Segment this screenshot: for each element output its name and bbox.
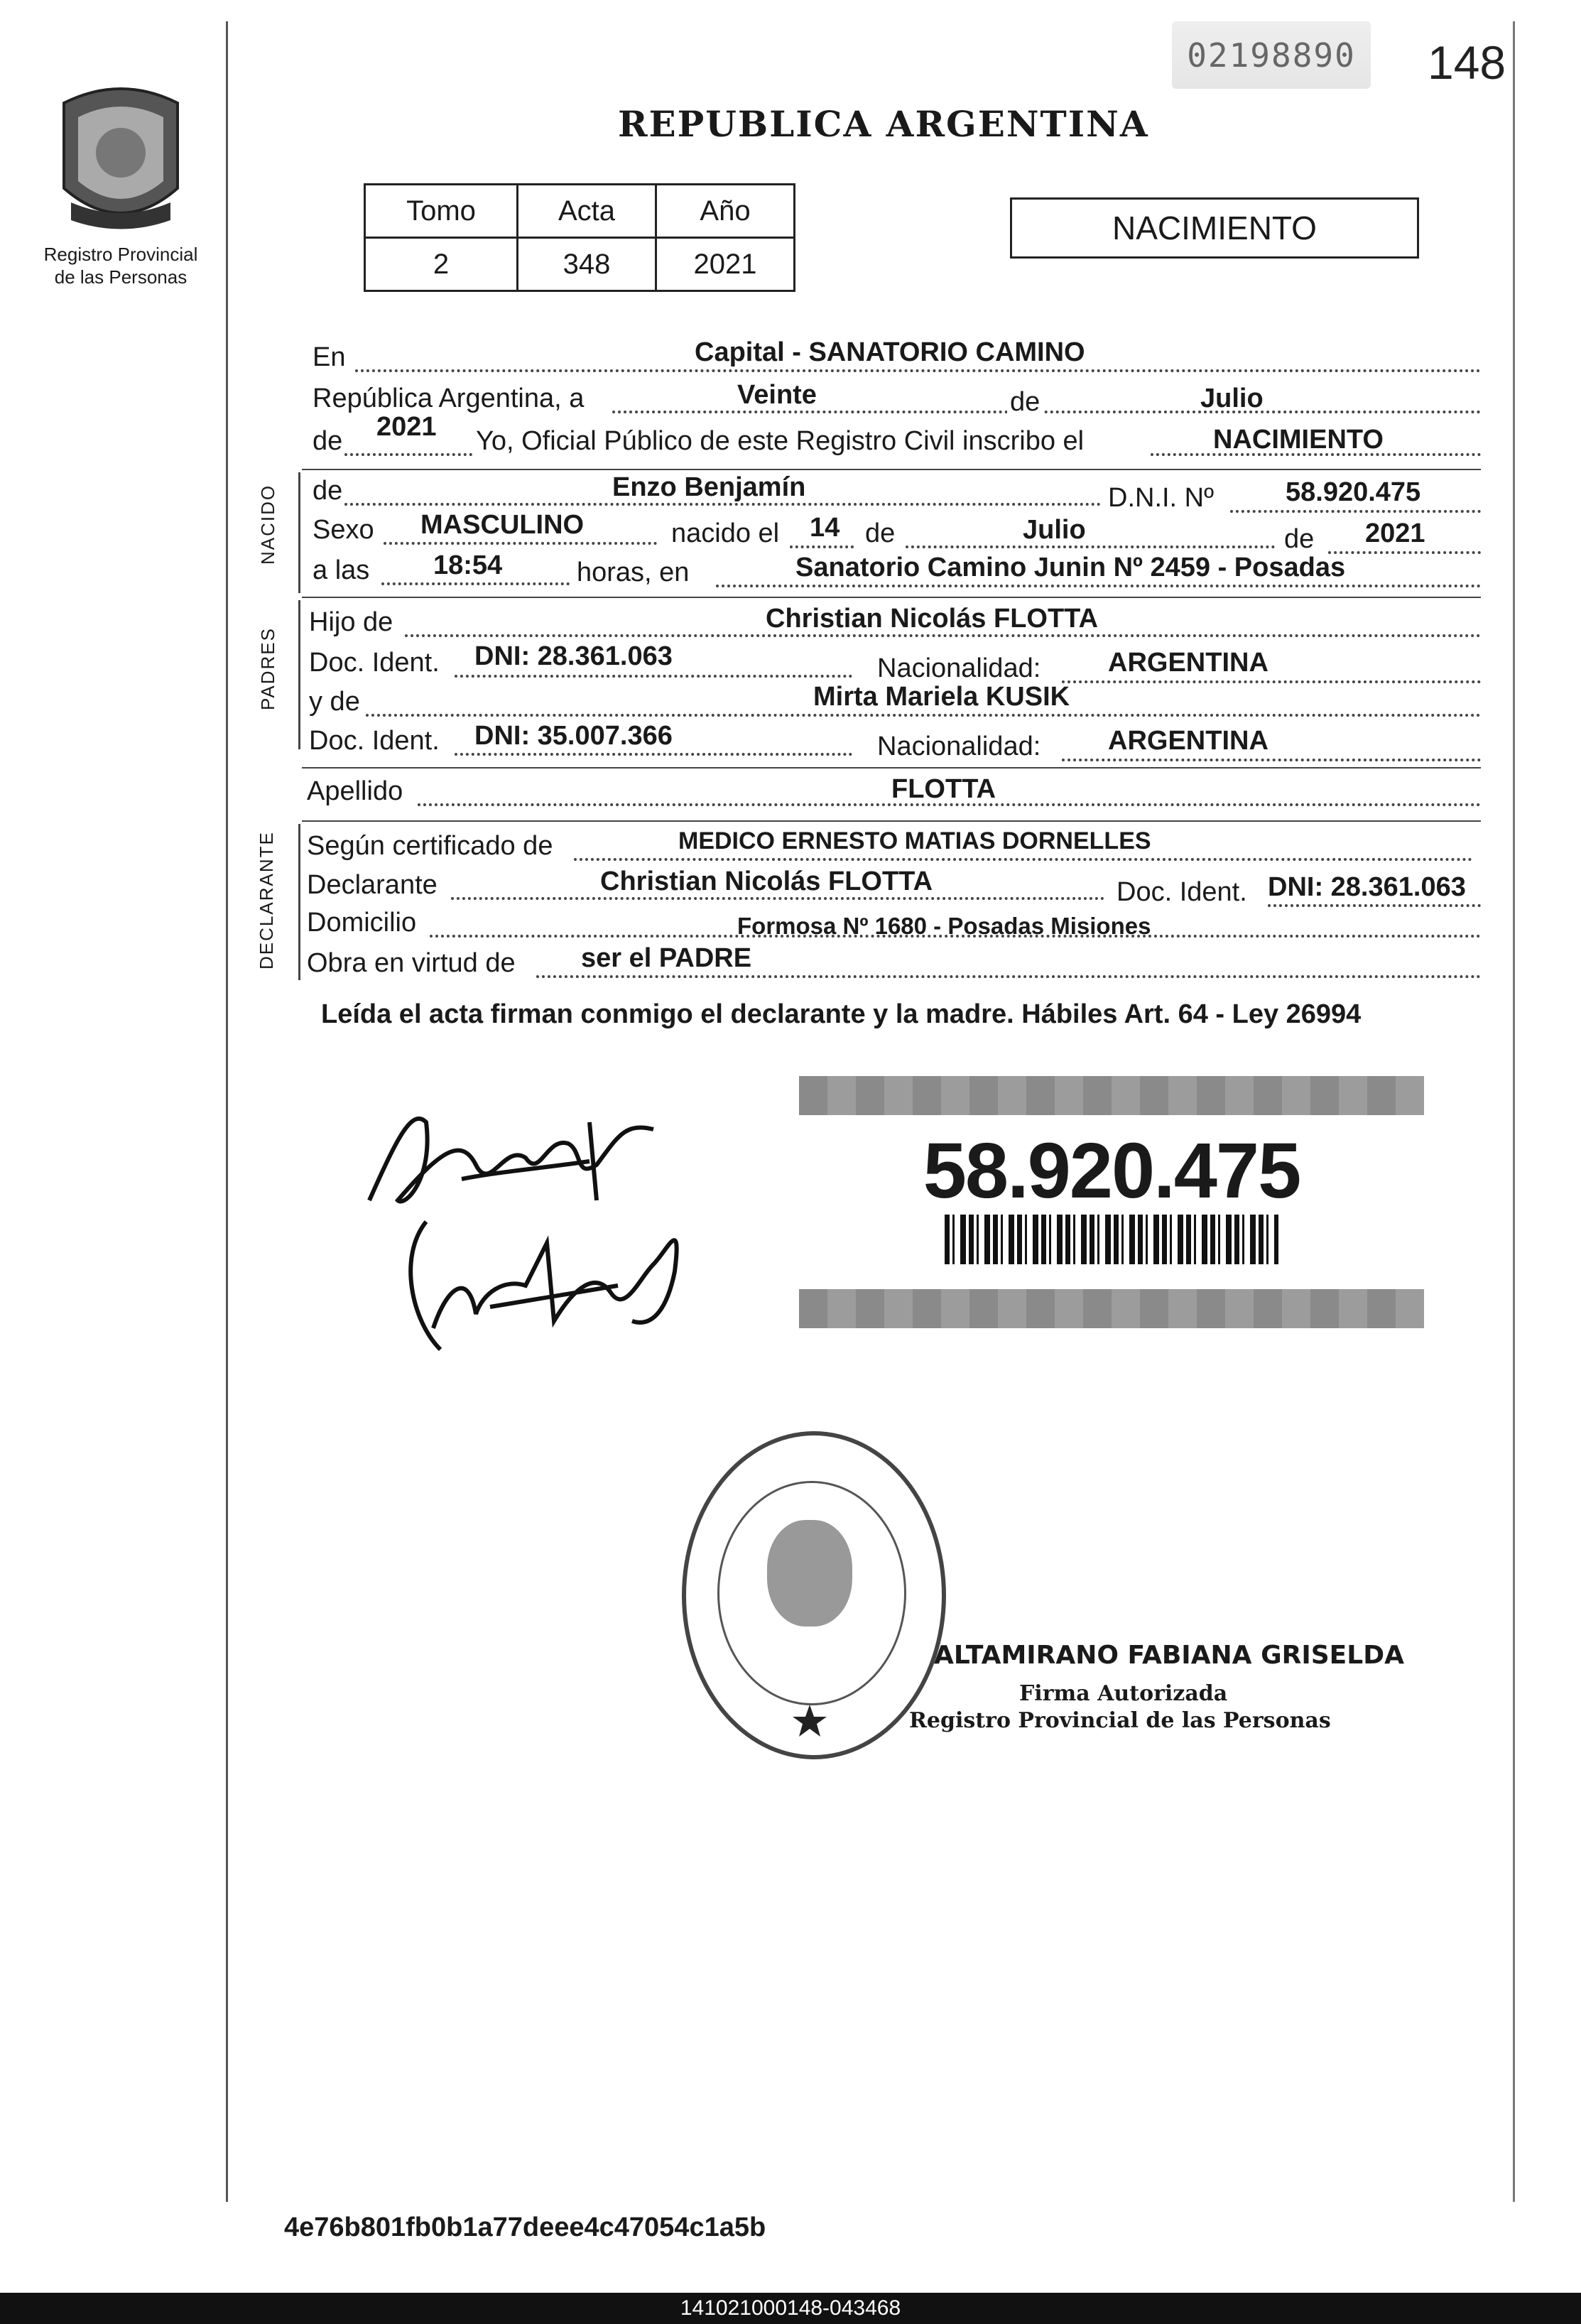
declarant-virtue: ser el PADRE bbox=[581, 943, 752, 973]
mother-doc: DNI: 35.007.366 bbox=[474, 721, 673, 751]
mother-signature bbox=[384, 1200, 696, 1364]
dotted-line bbox=[790, 545, 854, 548]
dotted-line bbox=[906, 545, 1275, 548]
inscribo-label: Yo, Oficial Público de este Registro Civil inscribo el bbox=[476, 426, 1085, 456]
dni-panel-top-band bbox=[799, 1076, 1424, 1115]
ref-value-acta: 348 bbox=[518, 238, 656, 291]
born-place: Sanatorio Camino Junin Nº 2459 - Posadas bbox=[795, 553, 1346, 582]
mother-doc-label: Doc. Ident. bbox=[309, 726, 440, 756]
born-dni: 58.920.475 bbox=[1286, 477, 1421, 507]
intro-place: Capital - SANATORIO CAMINO bbox=[695, 337, 1085, 367]
sex-label: Sexo bbox=[313, 515, 374, 545]
dotted-line bbox=[355, 369, 1481, 372]
ref-header-tomo: Tomo bbox=[365, 185, 518, 238]
authority-office: Registro Provincial de las Personas bbox=[909, 1708, 1331, 1733]
dotted-line bbox=[1062, 680, 1481, 683]
born-on-label: nacido el bbox=[671, 518, 780, 548]
dotted-line bbox=[612, 411, 1481, 413]
footer-code: 141021000148-043468 bbox=[0, 2293, 1581, 2324]
dotted-line bbox=[344, 453, 472, 456]
born-de2-label: de bbox=[865, 518, 896, 548]
section-separator bbox=[302, 820, 1481, 822]
intro-year: 2021 bbox=[376, 412, 437, 442]
surname-label: Apellido bbox=[307, 776, 403, 806]
declarant-address: Formosa Nº 1680 - Posadas Misiones bbox=[737, 913, 1151, 939]
dotted-line bbox=[536, 975, 1481, 978]
stamp-star-icon bbox=[682, 1431, 938, 1751]
registry-caption-line1: Registro Provincial bbox=[43, 244, 198, 265]
born-month: Julio bbox=[1023, 515, 1086, 545]
dni-barcode bbox=[945, 1215, 1278, 1264]
dni-panel-bottom-band bbox=[799, 1289, 1424, 1328]
section-separator bbox=[302, 767, 1481, 769]
document-hash: 4e76b801fb0b1a77deee4c47054c1a5b bbox=[284, 2212, 766, 2242]
declarant-name: Christian Nicolás FLOTTA bbox=[600, 867, 933, 896]
born-de-label: de bbox=[313, 476, 343, 506]
section-separator bbox=[302, 469, 1481, 470]
dotted-line bbox=[451, 897, 1104, 900]
surname-value: FLOTTA bbox=[891, 774, 996, 804]
section-label-born: NACIDO bbox=[257, 484, 278, 565]
dotted-line bbox=[405, 634, 1481, 637]
dotted-line bbox=[344, 503, 1101, 506]
section-label-parents: PADRES bbox=[257, 627, 278, 710]
ref-header-acta: Acta bbox=[518, 185, 656, 238]
born-year: 2021 bbox=[1365, 518, 1425, 548]
dotted-line bbox=[716, 585, 1481, 587]
authority-name: ALTAMIRANO FABIANA GRISELDA bbox=[934, 1641, 1404, 1670]
dotted-line bbox=[1062, 759, 1481, 761]
address-label: Domicilio bbox=[307, 908, 417, 938]
authority-role: Firma Autorizada bbox=[1019, 1681, 1228, 1706]
section-separator bbox=[302, 597, 1481, 598]
dotted-line bbox=[1230, 510, 1481, 513]
cert-label: Según certificado de bbox=[307, 831, 553, 861]
section-bracket bbox=[298, 472, 300, 593]
ref-value-tomo: 2 bbox=[365, 238, 518, 291]
closing-note: Leída el acta firman conmigo el declarante y la madre. Hábiles Art. 64 - Ley 26994 bbox=[321, 999, 1362, 1029]
intro-month: Julio bbox=[1200, 384, 1264, 413]
father-nationality: ARGENTINA bbox=[1108, 648, 1268, 678]
dotted-line bbox=[1268, 904, 1481, 907]
intro-day: Veinte bbox=[737, 380, 817, 410]
dotted-line bbox=[455, 753, 852, 756]
dni-panel-number: 58.920.475 bbox=[923, 1127, 1300, 1215]
page-right-border bbox=[1513, 21, 1515, 2202]
virtue-label: Obra en virtud de bbox=[307, 948, 516, 978]
en-label: En bbox=[313, 342, 346, 372]
father-nat-label: Nacionalidad: bbox=[877, 653, 1041, 683]
section-label-declarant: DECLARANTE bbox=[256, 831, 277, 970]
page-number: 148 bbox=[1428, 36, 1506, 89]
dni-panel bbox=[799, 1076, 1424, 1332]
ref-value-anio: 2021 bbox=[656, 238, 795, 291]
mother-name: Mirta Mariela KUSIK bbox=[813, 682, 1070, 712]
act-type-box: NACIMIENTO bbox=[1010, 197, 1419, 259]
dotted-line bbox=[455, 675, 852, 678]
dni-label: D.N.I. Nº bbox=[1108, 483, 1214, 513]
mother-nat-label: Nacionalidad: bbox=[877, 732, 1041, 761]
reference-table bbox=[364, 183, 795, 292]
province-coat-of-arms bbox=[50, 82, 192, 238]
serial-number: 02198890 bbox=[1172, 21, 1371, 89]
father-doc-label: Doc. Ident. bbox=[309, 648, 440, 678]
born-name: Enzo Benjamín bbox=[612, 472, 806, 502]
document-title: REPUBLICA ARGENTINA bbox=[618, 103, 1149, 145]
born-de3-label: de bbox=[1284, 524, 1315, 554]
declarant-doc-label: Doc. Ident. bbox=[1117, 877, 1247, 907]
republic-label: República Argentina, a bbox=[313, 384, 585, 413]
de-label: de bbox=[1007, 387, 1043, 418]
declarant-label: Declarante bbox=[307, 870, 438, 900]
registry-caption bbox=[21, 243, 220, 288]
father-doc: DNI: 28.361.063 bbox=[474, 641, 673, 671]
born-time: 18:54 bbox=[433, 550, 503, 580]
dotted-line bbox=[574, 858, 1472, 861]
dotted-line bbox=[366, 714, 1481, 717]
dotted-line bbox=[384, 542, 657, 545]
and-label: y de bbox=[309, 687, 360, 717]
dotted-line bbox=[381, 582, 570, 585]
dotted-line bbox=[1328, 551, 1481, 554]
mother-nationality: ARGENTINA bbox=[1108, 726, 1268, 756]
son-of-label: Hijo de bbox=[309, 607, 393, 637]
intro-act: NACIMIENTO bbox=[1213, 425, 1384, 455]
certificate-issuer: MEDICO ERNESTO MATIAS DORNELLES bbox=[678, 827, 1151, 854]
section-bracket bbox=[298, 600, 300, 749]
declarant-doc: DNI: 28.361.063 bbox=[1268, 872, 1466, 902]
hours-label: horas, en bbox=[577, 558, 690, 587]
de2-label: de bbox=[313, 426, 343, 456]
section-bracket bbox=[298, 824, 300, 980]
time-label: a las bbox=[313, 555, 370, 585]
born-sex: MASCULINO bbox=[420, 510, 585, 540]
page-left-border bbox=[226, 21, 228, 2202]
father-name: Christian Nicolás FLOTTA bbox=[766, 604, 1099, 634]
ref-header-anio: Año bbox=[656, 185, 795, 238]
born-day: 14 bbox=[810, 513, 840, 543]
registry-caption-line2: de las Personas bbox=[54, 266, 188, 288]
